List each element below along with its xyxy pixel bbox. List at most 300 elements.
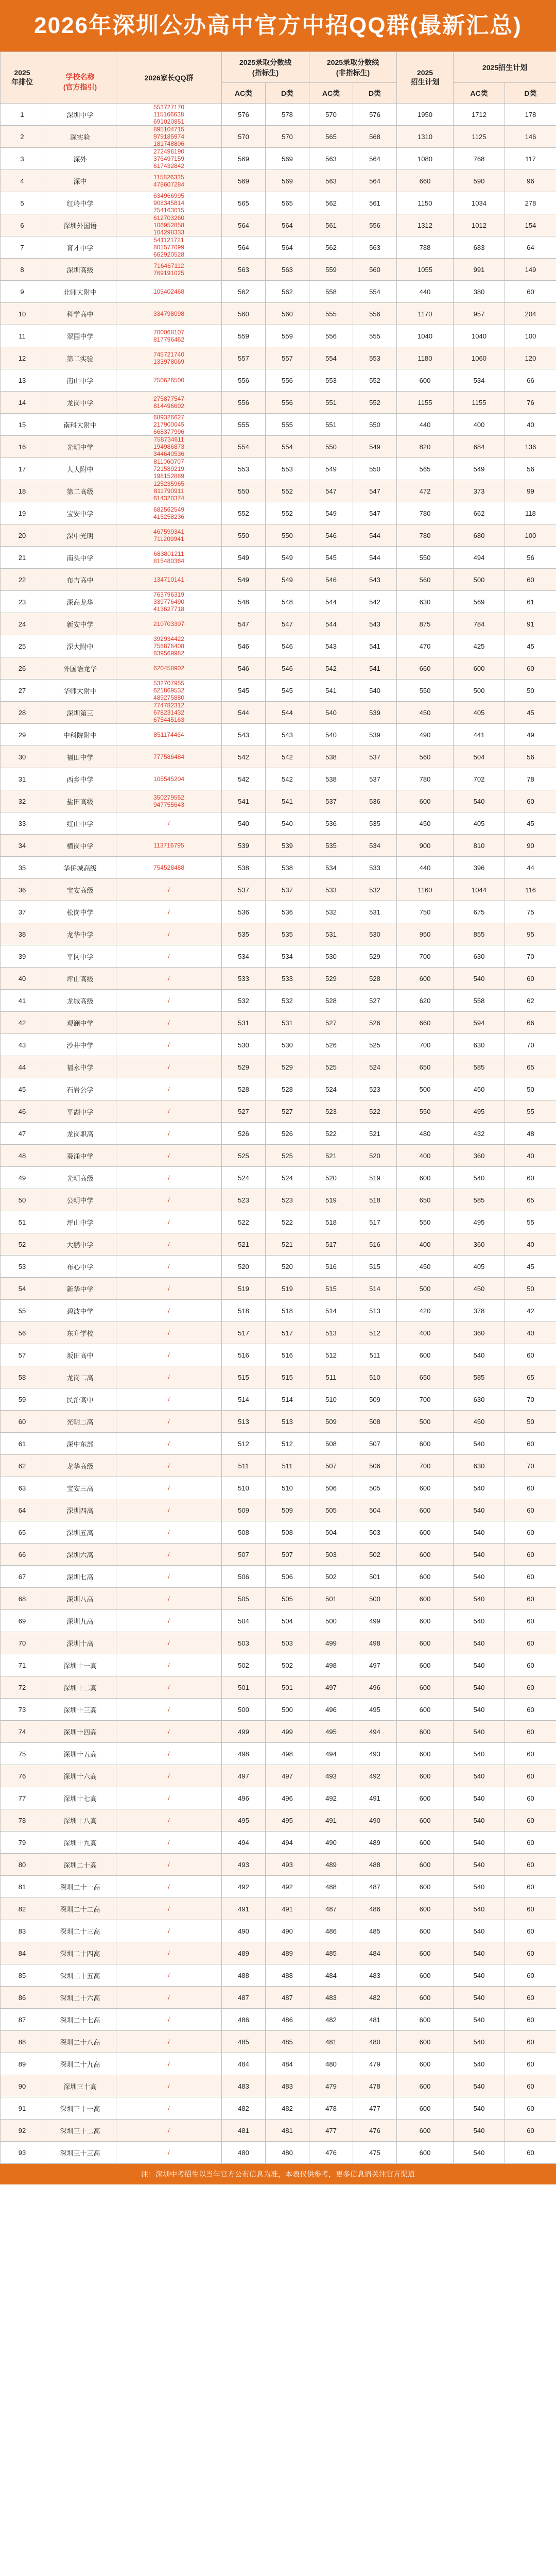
qq-group-number[interactable]: / — [168, 1595, 170, 1602]
plan-d-cell: 100 — [505, 524, 556, 547]
score-nonquota-ac-cell: 510 — [309, 1388, 353, 1411]
qq-group-number[interactable]: 344640536 — [153, 450, 185, 457]
qq-group-number[interactable]: 721589219 — [153, 465, 185, 472]
qq-group-number[interactable]: / — [168, 1573, 170, 1580]
qq-group-number[interactable]: 815480364 — [153, 557, 185, 565]
qq-cell — [116, 2075, 222, 2097]
qq-group-number[interactable]: / — [168, 1241, 170, 1248]
table-row — [1, 1676, 556, 1699]
rank-cell: 78 — [1, 1809, 44, 1832]
qq-group-number[interactable]: 758734611 — [153, 436, 184, 443]
qq-group-number[interactable]: 467599341 — [153, 528, 185, 535]
table-row — [1, 879, 556, 901]
score-nonquota-ac-cell: 478 — [309, 2097, 353, 2120]
school-name-cell: 深圳十三高 — [44, 1699, 116, 1721]
score-quota-ac-cell: 560 — [222, 303, 266, 325]
qq-group-number[interactable]: 754528488 — [153, 864, 185, 871]
qq-group-number[interactable]: 105545204 — [153, 775, 185, 783]
score-nonquota-d-cell: 511 — [353, 1344, 397, 1366]
qq-group-number[interactable]: / — [168, 2105, 170, 2112]
qq-group-number[interactable]: / — [168, 1307, 170, 1314]
qq-group-number[interactable]: 691020851 — [153, 118, 185, 125]
plan-total-cell: 660 — [397, 170, 454, 192]
qq-group-number[interactable]: / — [168, 1440, 170, 1447]
qq-group-number[interactable]: 620458902 — [153, 665, 185, 672]
qq-cell — [116, 1920, 222, 1942]
qq-group-number[interactable]: / — [168, 1905, 170, 1912]
qq-group-number[interactable]: / — [168, 2016, 170, 2023]
qq-group-number[interactable]: 334798098 — [153, 310, 185, 317]
qq-group-number[interactable]: 745721740 — [153, 351, 185, 358]
qq-group-number[interactable]: / — [168, 930, 170, 938]
qq-group-number[interactable]: / — [168, 1484, 170, 1492]
qq-group-number[interactable]: 769191025 — [153, 269, 185, 277]
school-name-cell: 深圳外国语 — [44, 214, 116, 236]
qq-cell — [116, 1854, 222, 1876]
qq-group-number[interactable]: / — [168, 2038, 170, 2045]
qq-group-number[interactable]: 811790911 — [153, 487, 184, 495]
table-row — [1, 2142, 556, 2164]
score-nonquota-d-cell: 478 — [353, 2075, 397, 2097]
qq-group-number[interactable]: / — [168, 1839, 170, 1846]
score-nonquota-d-cell: 532 — [353, 879, 397, 901]
qq-cell — [116, 1787, 222, 1809]
col-score-quota: 2025录取分数线 (指标生) — [222, 52, 309, 83]
qq-cell — [116, 2120, 222, 2142]
qq-group-number[interactable]: 689326627 — [153, 414, 185, 421]
qq-group-number[interactable]: 217900045 — [153, 421, 185, 428]
rank-cell: 81 — [1, 1876, 44, 1898]
qq-cell — [116, 1832, 222, 1854]
qq-group-number[interactable]: / — [168, 1794, 170, 1802]
plan-total-cell: 565 — [397, 458, 454, 480]
qq-group-number[interactable]: / — [168, 1063, 170, 1071]
rank-cell: 23 — [1, 591, 44, 613]
qq-group-number[interactable]: 339776490 — [153, 598, 185, 605]
qq-cell — [116, 1654, 222, 1676]
score-nonquota-ac-cell: 513 — [309, 1322, 353, 1344]
plan-d-cell: 278 — [505, 192, 556, 214]
qq-group-number[interactable]: 106952858 — [153, 222, 185, 229]
qq-cell — [116, 1521, 222, 1544]
qq-cell — [116, 1078, 222, 1100]
score-nonquota-d-cell: 517 — [353, 1211, 397, 1233]
school-name-cell: 深圳二十六高 — [44, 1987, 116, 2009]
rank-cell: 27 — [1, 680, 44, 702]
rank-cell: 10 — [1, 303, 44, 325]
qq-group-number[interactable]: / — [168, 1506, 170, 1514]
qq-group-number[interactable]: 105402468 — [153, 288, 185, 295]
plan-total-cell: 440 — [397, 281, 454, 303]
plan-ac-cell: 450 — [454, 1278, 505, 1300]
school-name-cell: 深圳三十二高 — [44, 2120, 116, 2142]
qq-group-number[interactable]: 839569982 — [153, 650, 185, 657]
qq-group-number[interactable]: 612703260 — [153, 214, 185, 222]
table-row — [1, 369, 556, 392]
qq-group-number[interactable]: 194986873 — [153, 443, 185, 450]
col-score-nonquota: 2025录取分数线 (非指标生) — [309, 52, 397, 83]
col-school-label: 学校名称 (官方指引) — [63, 72, 97, 91]
plan-total-cell: 700 — [397, 1455, 454, 1477]
score-nonquota-d-cell: 489 — [353, 1832, 397, 1854]
qq-group-number[interactable]: 634966995 — [153, 192, 185, 199]
qq-group-number[interactable]: 811060707 — [153, 458, 184, 465]
rank-cell: 88 — [1, 2031, 44, 2053]
qq-group-number[interactable]: 777586484 — [153, 753, 185, 760]
qq-group-number[interactable]: 376497159 — [153, 155, 185, 162]
score-quota-d-cell: 549 — [266, 547, 309, 569]
plan-ac-cell: 540 — [454, 790, 505, 812]
rank-cell: 3 — [1, 148, 44, 170]
school-name-cell: 碧波中学 — [44, 1300, 116, 1322]
qq-group-number[interactable]: 553727170 — [153, 104, 185, 111]
qq-group-number[interactable]: / — [168, 1551, 170, 1558]
qq-group-number[interactable]: 814496602 — [153, 402, 185, 410]
qq-group-number[interactable]: 275877547 — [153, 395, 185, 402]
rank-cell: 43 — [1, 1034, 44, 1056]
qq-group-number[interactable]: / — [168, 1617, 170, 1624]
table-row — [1, 968, 556, 990]
score-nonquota-ac-cell: 549 — [309, 458, 353, 480]
school-name-cell: 深中光明 — [44, 524, 116, 547]
plan-d-cell: 62 — [505, 990, 556, 1012]
qq-group-number[interactable]: 763796319 — [153, 591, 185, 598]
school-name-cell: 深高龙华 — [44, 591, 116, 613]
table-row — [1, 702, 556, 724]
qq-cell — [116, 1964, 222, 1987]
score-quota-d-cell: 510 — [266, 1477, 309, 1499]
qq-group-number[interactable]: / — [168, 1263, 170, 1270]
plan-d-cell: 56 — [505, 458, 556, 480]
qq-group-number[interactable]: 750626500 — [153, 377, 185, 384]
score-nonquota-d-cell: 541 — [353, 635, 397, 657]
qq-group-number[interactable]: 756876408 — [153, 642, 185, 650]
qq-group-number[interactable]: / — [168, 1108, 170, 1115]
score-quota-ac-cell: 487 — [222, 1987, 266, 2009]
qq-group-number[interactable]: / — [168, 1196, 170, 1204]
score-quota-d-cell: 516 — [266, 1344, 309, 1366]
score-nonquota-ac-cell: 562 — [309, 236, 353, 259]
qq-group-number[interactable]: 415258236 — [153, 513, 185, 520]
qq-group-number[interactable]: / — [168, 1639, 170, 1647]
qq-group-number[interactable]: / — [168, 1529, 170, 1536]
qq-group-number[interactable]: / — [168, 1927, 170, 1935]
plan-ac-cell: 500 — [454, 569, 505, 591]
table-row — [1, 1300, 556, 1322]
qq-group-number[interactable]: / — [168, 1218, 170, 1226]
qq-group-number[interactable]: / — [168, 2082, 170, 2090]
score-nonquota-d-cell: 495 — [353, 1699, 397, 1721]
qq-group-number[interactable]: 908345814 — [153, 199, 185, 207]
score-nonquota-d-cell: 547 — [353, 480, 397, 502]
score-nonquota-d-cell: 521 — [353, 1123, 397, 1145]
qq-group-number[interactable]: 134710141 — [153, 576, 185, 583]
qq-group-number[interactable]: 532707955 — [153, 680, 185, 687]
score-quota-ac-cell: 490 — [222, 1920, 266, 1942]
qq-group-number[interactable]: 675445163 — [153, 716, 185, 723]
score-nonquota-ac-cell: 541 — [309, 680, 353, 702]
table-row — [1, 945, 556, 968]
qq-group-number[interactable]: 621869532 — [153, 687, 185, 694]
score-nonquota-ac-cell: 534 — [309, 857, 353, 879]
school-name-cell: 龙岗职高 — [44, 1123, 116, 1145]
score-quota-ac-cell: 564 — [222, 214, 266, 236]
qq-group-number[interactable]: / — [168, 997, 170, 1004]
qq-cell — [116, 347, 222, 369]
qq-group-number[interactable]: / — [168, 975, 170, 982]
plan-d-cell: 44 — [505, 857, 556, 879]
qq-group-number[interactable]: / — [168, 1662, 170, 1669]
score-nonquota-d-cell: 568 — [353, 126, 397, 148]
rank-cell: 36 — [1, 879, 44, 901]
score-quota-d-cell: 541 — [266, 790, 309, 812]
score-quota-d-cell: 497 — [266, 1765, 309, 1787]
score-nonquota-d-cell: 502 — [353, 1544, 397, 1566]
qq-group-number[interactable]: / — [168, 1706, 170, 1713]
plan-ac-cell: 504 — [454, 746, 505, 768]
qq-group-number[interactable]: 181748806 — [153, 140, 185, 147]
qq-group-number[interactable]: 413627718 — [153, 605, 185, 613]
qq-group-number[interactable]: 541121721 — [153, 236, 184, 244]
qq-group-number[interactable]: 392934422 — [153, 635, 185, 642]
plan-total-cell: 600 — [397, 2053, 454, 2075]
qq-group-number[interactable]: / — [168, 1374, 170, 1381]
score-nonquota-ac-cell: 544 — [309, 613, 353, 635]
qq-group-number[interactable]: / — [168, 1086, 170, 1093]
score-nonquota-d-cell: 496 — [353, 1676, 397, 1699]
qq-group-number[interactable]: 683801211 — [153, 550, 184, 557]
qq-group-number[interactable]: 115166638 — [153, 111, 184, 118]
qq-group-number[interactable]: / — [168, 1329, 170, 1336]
score-nonquota-d-cell: 484 — [353, 1942, 397, 1964]
qq-group-number[interactable]: / — [168, 1351, 170, 1359]
score-quota-ac-cell: 562 — [222, 281, 266, 303]
score-quota-d-cell: 542 — [266, 768, 309, 790]
rank-cell: 37 — [1, 901, 44, 923]
rank-cell: 83 — [1, 1920, 44, 1942]
qq-group-number[interactable]: 210703307 — [153, 620, 185, 628]
score-quota-ac-cell: 540 — [222, 812, 266, 835]
qq-group-number[interactable]: / — [168, 1817, 170, 1824]
qq-group-number[interactable]: / — [168, 1130, 170, 1137]
plan-total-cell: 600 — [397, 1544, 454, 1566]
score-nonquota-ac-cell: 518 — [309, 1211, 353, 1233]
qq-cell — [116, 1699, 222, 1721]
score-nonquota-d-cell: 513 — [353, 1300, 397, 1322]
qq-group-number[interactable]: / — [168, 1684, 170, 1691]
qq-group-number[interactable]: / — [168, 1418, 170, 1425]
qq-group-number[interactable]: 947755643 — [153, 801, 185, 808]
plan-d-cell: 149 — [505, 259, 556, 281]
score-quota-ac-cell: 503 — [222, 1632, 266, 1654]
score-quota-ac-cell: 564 — [222, 236, 266, 259]
qq-group-number[interactable]: 489275880 — [153, 694, 185, 701]
qq-group-number[interactable]: / — [168, 1041, 170, 1048]
qq-group-number[interactable]: 668377996 — [153, 428, 185, 435]
plan-ac-cell: 662 — [454, 502, 505, 524]
plan-d-cell: 60 — [505, 1433, 556, 1455]
rank-cell: 63 — [1, 1477, 44, 1499]
score-nonquota-ac-cell: 505 — [309, 1499, 353, 1521]
plan-total-cell: 600 — [397, 1566, 454, 1588]
qq-group-number[interactable]: 774782312 — [153, 702, 185, 709]
school-name-cell: 深圳十七高 — [44, 1787, 116, 1809]
qq-group-number[interactable]: 817796462 — [153, 336, 185, 343]
score-nonquota-d-cell: 544 — [353, 524, 397, 547]
qq-group-number[interactable]: 801577099 — [153, 244, 185, 251]
qq-group-number[interactable]: / — [168, 1861, 170, 1868]
score-quota-ac-cell: 530 — [222, 1034, 266, 1056]
qq-group-number[interactable]: / — [168, 1174, 170, 1181]
score-nonquota-d-cell: 535 — [353, 812, 397, 835]
qq-group-number[interactable]: / — [168, 2127, 170, 2134]
score-quota-d-cell: 545 — [266, 680, 309, 702]
qq-group-number[interactable]: 113716795 — [153, 842, 184, 849]
score-quota-d-cell: 563 — [266, 259, 309, 281]
qq-group-number[interactable]: / — [168, 1396, 170, 1403]
qq-group-number[interactable]: / — [168, 1950, 170, 1957]
school-name-cell: 深圳七高 — [44, 1566, 116, 1588]
plan-ac-cell: 1125 — [454, 126, 505, 148]
qq-group-number[interactable]: 678231432 — [153, 709, 185, 716]
qq-group-number[interactable]: / — [168, 953, 170, 960]
qq-group-number[interactable]: / — [168, 2149, 170, 2156]
score-nonquota-ac-cell: 547 — [309, 480, 353, 502]
qq-group-number[interactable]: / — [168, 2060, 170, 2067]
rank-cell: 15 — [1, 414, 44, 436]
qq-cell — [116, 1211, 222, 1233]
qq-group-number[interactable]: 754163015 — [153, 207, 185, 214]
qq-group-number[interactable]: / — [168, 1152, 170, 1159]
school-name-cell: 光明高级 — [44, 1167, 116, 1189]
score-quota-d-cell: 515 — [266, 1366, 309, 1388]
rank-cell: 87 — [1, 2009, 44, 2031]
plan-total-cell: 780 — [397, 502, 454, 524]
rank-cell: 13 — [1, 369, 44, 392]
qq-group-number[interactable]: 617432842 — [153, 162, 185, 170]
qq-group-number[interactable]: 272496190 — [153, 148, 185, 155]
qq-group-number[interactable]: 478607284 — [153, 181, 185, 188]
plan-ac-cell: 380 — [454, 281, 505, 303]
plan-ac-cell: 675 — [454, 901, 505, 923]
plan-d-cell: 60 — [505, 2009, 556, 2031]
qq-group-number[interactable]: / — [168, 1772, 170, 1780]
score-quota-d-cell: 483 — [266, 2075, 309, 2097]
plan-total-cell: 650 — [397, 1056, 454, 1078]
qq-group-number[interactable]: / — [168, 1750, 170, 1757]
score-quota-d-cell: 552 — [266, 480, 309, 502]
score-nonquota-d-cell: 498 — [353, 1632, 397, 1654]
qq-group-number[interactable]: / — [168, 1019, 170, 1026]
qq-group-number[interactable]: 104298333 — [153, 229, 185, 236]
qq-cell — [116, 1034, 222, 1056]
school-name-cell: 深圳二十高 — [44, 1854, 116, 1876]
qq-group-number[interactable]: 851174464 — [153, 731, 184, 738]
plan-ac-cell: 810 — [454, 835, 505, 857]
table-row — [1, 790, 556, 812]
score-nonquota-ac-cell: 553 — [309, 369, 353, 392]
plan-total-cell: 750 — [397, 901, 454, 923]
plan-total-cell: 472 — [397, 480, 454, 502]
score-quota-d-cell: 547 — [266, 613, 309, 635]
qq-group-number[interactable]: 350279552 — [153, 794, 185, 801]
qq-group-number[interactable]: 700068107 — [153, 329, 185, 336]
table-row — [1, 768, 556, 790]
qq-group-number[interactable]: 682562549 — [153, 506, 185, 513]
qq-group-number[interactable]: / — [168, 1462, 170, 1469]
plan-total-cell: 600 — [397, 2009, 454, 2031]
qq-group-number[interactable]: 198152889 — [153, 472, 185, 480]
qq-group-number[interactable]: / — [168, 1285, 170, 1292]
rank-cell: 52 — [1, 1233, 44, 1256]
score-quota-d-cell: 529 — [266, 1056, 309, 1078]
plan-d-cell: 60 — [505, 1477, 556, 1499]
score-quota-ac-cell: 492 — [222, 1876, 266, 1898]
qq-group-number[interactable]: 662920528 — [153, 251, 185, 258]
table-row — [1, 1167, 556, 1189]
school-name-cell: 科学高中 — [44, 303, 116, 325]
score-nonquota-d-cell: 497 — [353, 1654, 397, 1676]
qq-group-number[interactable]: / — [168, 1883, 170, 1890]
qq-group-number[interactable]: 125235965 — [153, 480, 185, 487]
qq-group-number[interactable]: 711209941 — [153, 535, 184, 543]
score-nonquota-ac-cell: 527 — [309, 1012, 353, 1034]
rank-cell: 16 — [1, 436, 44, 458]
qq-group-number[interactable]: / — [168, 1728, 170, 1735]
qq-cell — [116, 613, 222, 635]
score-nonquota-ac-cell: 492 — [309, 1787, 353, 1809]
score-quota-d-cell: 543 — [266, 724, 309, 746]
score-nonquota-ac-cell: 551 — [309, 392, 353, 414]
qq-group-number[interactable]: 133978069 — [153, 358, 185, 365]
plan-ac-cell: 991 — [454, 259, 505, 281]
plan-d-cell: 60 — [505, 657, 556, 680]
score-quota-d-cell: 556 — [266, 369, 309, 392]
qq-cell — [116, 259, 222, 281]
qq-group-number[interactable]: 716467112 — [153, 262, 184, 269]
plan-d-cell: 76 — [505, 392, 556, 414]
score-nonquota-d-cell: 506 — [353, 1455, 397, 1477]
qq-group-number[interactable]: / — [168, 908, 170, 916]
qq-group-number[interactable]: / — [168, 886, 170, 893]
plan-d-cell: 60 — [505, 1765, 556, 1787]
qq-group-number[interactable]: / — [168, 820, 170, 827]
score-nonquota-d-cell: 526 — [353, 1012, 397, 1034]
qq-group-number[interactable]: 979185974 — [153, 133, 185, 140]
plan-ac-cell: 534 — [454, 369, 505, 392]
qq-cell — [116, 1588, 222, 1610]
qq-cell — [116, 1433, 222, 1455]
table-row — [1, 303, 556, 325]
qq-group-number[interactable]: 895104715 — [153, 126, 185, 133]
table-row — [1, 835, 556, 857]
score-quota-ac-cell: 570 — [222, 126, 266, 148]
score-quota-ac-cell: 520 — [222, 1256, 266, 1278]
plan-total-cell: 1950 — [397, 104, 454, 126]
qq-group-number[interactable]: 115826335 — [153, 174, 184, 181]
qq-group-number[interactable]: / — [168, 1972, 170, 1979]
score-quota-ac-cell: 485 — [222, 2031, 266, 2053]
score-nonquota-d-cell: 512 — [353, 1322, 397, 1344]
score-nonquota-d-cell: 550 — [353, 458, 397, 480]
plan-d-cell: 60 — [505, 2120, 556, 2142]
qq-group-number[interactable]: / — [168, 1994, 170, 2001]
school-name-cell: 深圳二十五高 — [44, 1964, 116, 1987]
score-quota-d-cell: 480 — [266, 2142, 309, 2164]
score-nonquota-ac-cell: 516 — [309, 1256, 353, 1278]
score-quota-ac-cell: 553 — [222, 458, 266, 480]
qq-group-number[interactable]: 614320374 — [153, 495, 185, 502]
